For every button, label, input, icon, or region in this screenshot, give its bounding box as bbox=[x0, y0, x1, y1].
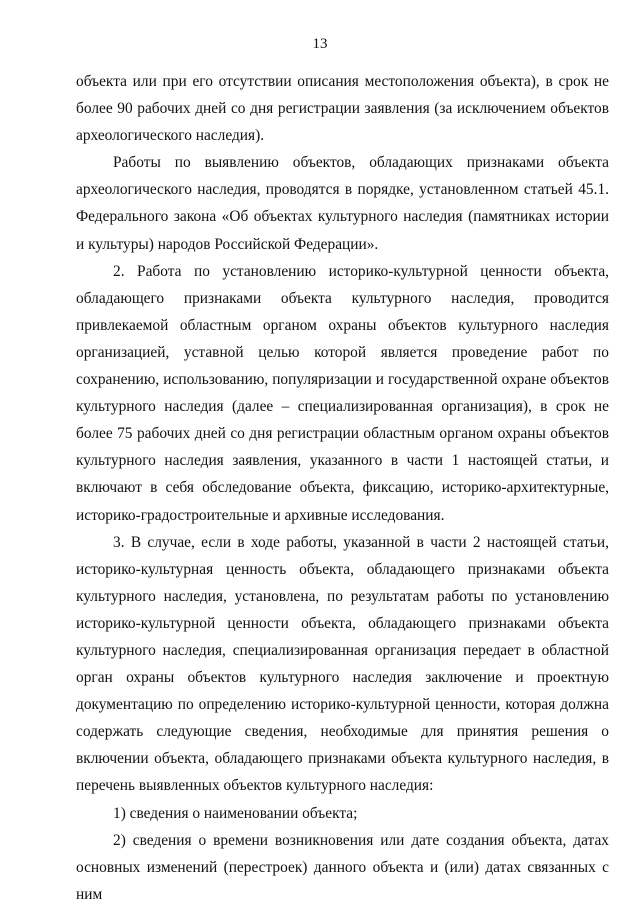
paragraph-archaeological-works: Работы по выявлению объектов, обладающих признаками объекта археологического наследия, проводятся в порядке, установленном статьей 45.1. Федерального закона «Об объектах культурного наследия (памятниках истории и культуры) народов Российской Федерации». bbox=[76, 154, 609, 253]
list-item-2: 2) сведения о времени возникновения или дате создания объекта, датах основных изменений (перестроек) данного объекта и (или) датах связанных с ним bbox=[76, 831, 609, 903]
paragraph-continuation: объекта или при его отсутствии описания местоположения объекта), в срок не более 90 рабочих дней со дня регистрации заявления (за исключением объектов археологического наследия). bbox=[76, 73, 609, 145]
paragraph-clause-2: 2. Работа по установлению историко-культурной ценности объекта, обладающего признаками объекта культурного наследия, проводится привлекаемой областным органом охраны объектов культурного наследия организацией, уставной целью которой является проведение работ по сохранению, использованию, популяризации и государственной охране объектов культурного наследия (далее – специализированная организация), в срок не более 75 рабочих дней со дня регистрации областным органом охраны объектов культурного наследия заявления, указанного в части 1 настоящей статьи, и включают в себя обследование объекта, фиксацию, историко-архитектурные, историко-градостроительные и архивные исследования. bbox=[76, 262, 609, 524]
list-item-1: 1) сведения о наименовании объекта; bbox=[113, 804, 358, 822]
paragraph-clause-3: 3. В случае, если в ходе работы, указанной в части 2 настоящей статьи, историко-культурная ценность объекта, обладающего признаками объекта культурного наследия, установлена, по результатам работы по установлению историко-культурной ценности объекта, обладающего признаками объекта культурного наследия, специализированная организация передает в областной орган охраны объектов культурного наследия заключение и проектную документацию по определению историко-культурной ценности, которая должна содержать следующие сведения, необходимые для принятия решения о включении объекта, обладающего признаками объекта культурного наследия, в перечень выявленных объектов культурного наследия: bbox=[76, 533, 609, 795]
page-number: 13 bbox=[312, 36, 328, 52]
document-body bbox=[76, 68, 609, 908]
